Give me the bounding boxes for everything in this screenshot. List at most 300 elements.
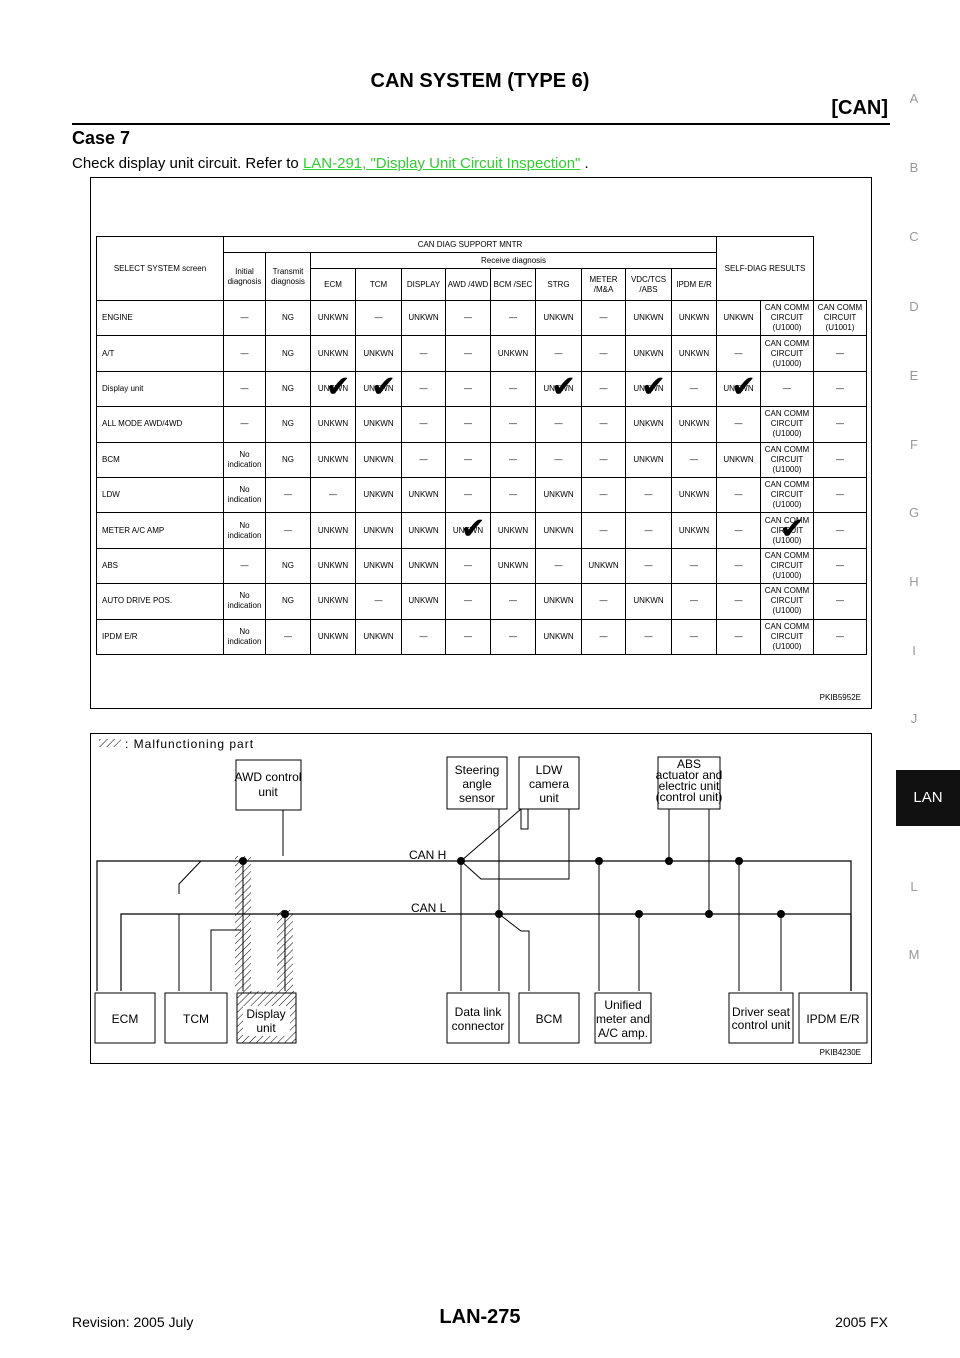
unified-meter-ac-amp bbox=[595, 993, 651, 1043]
cell-value: — bbox=[509, 419, 517, 429]
table-cell bbox=[582, 301, 626, 336]
legend-hatch-swatch bbox=[99, 739, 121, 747]
table-cell bbox=[266, 407, 311, 442]
table-cell bbox=[224, 442, 266, 477]
table-cell bbox=[446, 442, 491, 477]
cell-value: — bbox=[419, 419, 428, 429]
cell-value: — bbox=[734, 560, 743, 570]
table-cell bbox=[446, 477, 491, 512]
check-mark-cell: UNKWN ✔ bbox=[363, 384, 393, 394]
cell-value: — bbox=[599, 348, 608, 358]
sidebar-item[interactable]: E bbox=[909, 368, 919, 383]
cell-value: — bbox=[836, 525, 844, 535]
cell-value: — bbox=[374, 596, 383, 606]
cell-value: UNKWN bbox=[363, 525, 394, 535]
cell-value: CAN COMM CIRCUIT (U1000) bbox=[764, 586, 810, 616]
table-cell bbox=[536, 548, 582, 583]
cell-value: — bbox=[464, 631, 472, 641]
table-cell bbox=[582, 548, 626, 583]
cell-value: — bbox=[690, 631, 698, 641]
sidebar-item[interactable]: J bbox=[910, 711, 918, 726]
cell-value: UNKWN bbox=[633, 419, 664, 429]
table-cell bbox=[266, 477, 311, 512]
table-cell bbox=[536, 336, 582, 371]
table-row bbox=[97, 477, 867, 512]
check-mark-cell: CAN COMM CIRCUIT (U1000) ✔ bbox=[761, 516, 813, 546]
can-wiring-diagram-figure bbox=[90, 733, 872, 1064]
figure-code: PKIB5952E bbox=[819, 693, 861, 702]
can-h-label: CAN H bbox=[409, 848, 447, 862]
table-cell bbox=[266, 371, 311, 406]
cell-value: UNKWN bbox=[678, 419, 710, 429]
cell-value: — bbox=[419, 383, 428, 393]
table-cell bbox=[761, 619, 814, 654]
table-cell bbox=[761, 548, 814, 583]
cell-value: CAN COMM CIRCUIT (U1000) bbox=[764, 303, 810, 333]
table-cell bbox=[761, 477, 814, 512]
abs-actuator-unit bbox=[656, 757, 723, 809]
table-cell bbox=[717, 513, 761, 548]
cell-value: — bbox=[554, 560, 563, 570]
table-cell bbox=[356, 442, 402, 477]
table-cell bbox=[224, 619, 266, 654]
can-h-line-right bbox=[461, 861, 851, 991]
table-cell bbox=[536, 513, 582, 548]
table-cell bbox=[626, 442, 672, 477]
cell-value: UNKWN bbox=[317, 348, 349, 358]
table-cell bbox=[266, 584, 311, 619]
cell-value: — bbox=[644, 490, 653, 500]
table-cell bbox=[446, 407, 491, 442]
cell-value: — bbox=[240, 419, 249, 429]
table-cell bbox=[717, 477, 761, 512]
svg-text:AWD control: AWD control bbox=[234, 770, 302, 784]
table-cell bbox=[402, 301, 446, 336]
row-system-label: METER A/C AMP bbox=[97, 513, 224, 548]
table-cell bbox=[536, 442, 582, 477]
cell-value: UNKWN bbox=[678, 490, 710, 500]
table-cell bbox=[814, 407, 867, 442]
sidebar-item[interactable]: D bbox=[909, 299, 919, 314]
cell-value: UNKWN bbox=[723, 454, 754, 464]
cell-value: — bbox=[464, 313, 472, 323]
table-cell bbox=[446, 548, 491, 583]
table-cell bbox=[402, 442, 446, 477]
table-cell bbox=[717, 619, 761, 654]
cell-value: — bbox=[599, 454, 608, 464]
table-cell bbox=[761, 442, 814, 477]
table-cell bbox=[626, 301, 672, 336]
table-row bbox=[97, 301, 867, 336]
cell-value: — bbox=[599, 596, 608, 606]
cell-value: — bbox=[599, 490, 608, 500]
svg-text:Driver seat: Driver seat bbox=[731, 1005, 791, 1019]
table-cell bbox=[626, 336, 672, 371]
cell-value: — bbox=[509, 454, 517, 464]
table-cell bbox=[717, 407, 761, 442]
cell-value: — bbox=[509, 313, 517, 323]
cell-value: UNKWN bbox=[678, 525, 710, 535]
cell-value: CAN COMM CIRCUIT (U1000) bbox=[764, 621, 810, 651]
table-cell bbox=[761, 371, 814, 406]
cell-value: — bbox=[783, 383, 791, 393]
can-l-label: CAN L bbox=[411, 901, 447, 915]
svg-text:Data link: Data link bbox=[454, 1005, 502, 1019]
table-cell bbox=[626, 548, 672, 583]
row-system-label: ALL MODE AWD/4WD bbox=[97, 407, 224, 442]
receive-col-header: VDC/TCS /ABS bbox=[626, 269, 672, 301]
table-cell bbox=[491, 619, 536, 654]
cell-value: — bbox=[734, 596, 743, 606]
inspection-link[interactable]: LAN-291, "Display Unit Circuit Inspection" bbox=[302, 155, 581, 172]
table-cell bbox=[626, 477, 672, 512]
table-cell bbox=[491, 513, 536, 548]
table-cell bbox=[672, 548, 717, 583]
table-cell bbox=[536, 584, 582, 619]
table-cell bbox=[356, 301, 402, 336]
cell-value: NG bbox=[282, 454, 294, 464]
cell-value: UNKWN bbox=[633, 596, 664, 606]
footer-revision: Revision: 2005 July bbox=[72, 1314, 194, 1330]
cell-value: — bbox=[836, 631, 844, 641]
table-cell bbox=[717, 301, 761, 336]
cell-value: UNKWN bbox=[633, 313, 664, 323]
table-cell bbox=[814, 336, 867, 371]
check-mark-cell: UNKWN ✔ bbox=[318, 384, 348, 394]
svg-text:angle: angle bbox=[462, 777, 492, 791]
diagnosis-table-figure bbox=[90, 177, 872, 709]
cell-value: UNKWN bbox=[363, 631, 394, 641]
cell-value: UNKWN bbox=[363, 490, 394, 500]
table-cell bbox=[266, 336, 311, 371]
svg-text:unit: unit bbox=[258, 785, 278, 799]
table-cell bbox=[311, 584, 356, 619]
table-cell bbox=[717, 548, 761, 583]
can-l-line bbox=[121, 914, 851, 991]
svg-text:connector: connector bbox=[451, 1019, 505, 1033]
table-cell bbox=[491, 407, 536, 442]
case-heading: Case 7 bbox=[72, 128, 131, 148]
row-system-label: IPDM E/R bbox=[97, 619, 224, 654]
table-cell bbox=[356, 336, 402, 371]
table-cell bbox=[311, 548, 356, 583]
cell-value: UNKWN bbox=[317, 419, 349, 429]
ipdm-er-unit bbox=[799, 993, 867, 1043]
table-cell bbox=[761, 407, 814, 442]
table-cell bbox=[446, 371, 491, 406]
receive-col-header: AWD /4WD bbox=[446, 269, 491, 301]
table-cell bbox=[491, 301, 536, 336]
receive-col-header: STRG bbox=[536, 269, 582, 301]
page-title: CAN SYSTEM (TYPE 6) bbox=[370, 70, 590, 92]
cell-value: No indication bbox=[227, 591, 262, 611]
cell-value: — bbox=[836, 419, 844, 429]
table-cell bbox=[491, 584, 536, 619]
row-system-label: LDW bbox=[97, 477, 224, 512]
sidebar-item[interactable]: I bbox=[912, 643, 916, 658]
table-cell bbox=[402, 371, 446, 406]
table-cell bbox=[672, 442, 717, 477]
cell-value: UNKWN bbox=[723, 313, 754, 323]
check-mark-cell: UNKWN ✔ bbox=[453, 526, 483, 536]
table-cell bbox=[402, 407, 446, 442]
cell-value: — bbox=[509, 596, 517, 606]
cell-value: — bbox=[419, 631, 428, 641]
table-cell bbox=[311, 371, 356, 406]
table-cell bbox=[626, 371, 672, 406]
cell-value: — bbox=[644, 525, 653, 535]
cell-value: UNKWN bbox=[408, 560, 439, 570]
table-cell bbox=[356, 548, 402, 583]
cell-value: UNKWN bbox=[363, 454, 394, 464]
table-row bbox=[97, 371, 867, 406]
cell-value: — bbox=[464, 348, 472, 358]
table-cell bbox=[672, 371, 717, 406]
svg-text:control unit: control unit bbox=[731, 1018, 791, 1032]
check-mark-cell: UNKWN ✔ bbox=[633, 384, 663, 394]
table-cell bbox=[814, 548, 867, 583]
svg-text:Steering: Steering bbox=[454, 763, 500, 777]
svg-text:ABS: ABS bbox=[676, 757, 702, 771]
cell-value: — bbox=[644, 560, 653, 570]
table-cell bbox=[356, 371, 402, 406]
svg-text:electric unit: electric unit bbox=[658, 779, 720, 793]
legend-text: : Malfunctioning part bbox=[125, 737, 255, 751]
receive-col-header: TCM bbox=[356, 269, 402, 301]
can-diag-table bbox=[96, 236, 867, 655]
cell-value: — bbox=[419, 454, 428, 464]
cell-value: CAN COMM CIRCUIT (U1000) bbox=[764, 409, 810, 439]
figure-code: PKIB4230E bbox=[819, 1048, 861, 1057]
svg-text:Unified: Unified bbox=[604, 998, 642, 1012]
table-cell bbox=[224, 513, 266, 548]
cell-value: — bbox=[509, 490, 517, 500]
table-cell bbox=[672, 619, 717, 654]
row-system-label: AUTO DRIVE POS. bbox=[97, 584, 224, 619]
cell-value: — bbox=[464, 490, 472, 500]
cell-value: NG bbox=[282, 419, 294, 429]
svg-text:Display: Display bbox=[246, 1007, 286, 1021]
table-cell bbox=[626, 407, 672, 442]
table-cell bbox=[446, 301, 491, 336]
cell-value: — bbox=[836, 454, 844, 464]
table-cell bbox=[536, 301, 582, 336]
svg-text:meter and: meter and bbox=[595, 1012, 651, 1026]
table-cell bbox=[402, 477, 446, 512]
cell-value: — bbox=[240, 313, 249, 323]
cell-value: UNKWN bbox=[543, 631, 574, 641]
table-cell bbox=[224, 548, 266, 583]
table-cell bbox=[356, 477, 402, 512]
initial-diagnosis-header: Initial diagnosis bbox=[224, 253, 266, 301]
awd-control-unit bbox=[235, 760, 302, 810]
cell-value: NG bbox=[282, 348, 294, 358]
sidebar-item-active[interactable]: LAN bbox=[896, 770, 960, 826]
cell-value: — bbox=[240, 383, 249, 393]
table-cell bbox=[582, 619, 626, 654]
cell-value: — bbox=[734, 419, 743, 429]
cell-value: — bbox=[554, 419, 563, 429]
table-cell bbox=[266, 442, 311, 477]
steering-angle-sensor bbox=[447, 757, 507, 809]
table-cell bbox=[626, 619, 672, 654]
cell-value: UNKWN bbox=[363, 560, 394, 570]
table-cell bbox=[266, 548, 311, 583]
cell-value: UNKWN bbox=[317, 313, 349, 323]
cell-value: NG bbox=[282, 596, 294, 606]
can-diag-header: CAN DIAG SUPPORT MNTR bbox=[224, 237, 717, 253]
cell-value: — bbox=[690, 560, 698, 570]
table-cell bbox=[224, 584, 266, 619]
table-cell bbox=[224, 336, 266, 371]
table-cell bbox=[446, 513, 491, 548]
cell-value: UNKWN bbox=[363, 419, 394, 429]
table-cell bbox=[536, 407, 582, 442]
cell-value: — bbox=[554, 348, 563, 358]
svg-text:A/C amp.: A/C amp. bbox=[597, 1026, 649, 1040]
cell-value: — bbox=[284, 525, 292, 535]
cell-value: UNKWN bbox=[317, 454, 349, 464]
receive-col-header: BCM /SEC bbox=[491, 269, 536, 301]
cell-value: NG bbox=[282, 560, 294, 570]
cell-value: — bbox=[734, 490, 743, 500]
cell-value: — bbox=[464, 454, 472, 464]
cell-value: UNKWN bbox=[588, 560, 619, 570]
ldw-camera-unit bbox=[519, 757, 579, 809]
driver-seat-control-unit bbox=[729, 993, 793, 1043]
svg-text:BCM: BCM bbox=[535, 1012, 563, 1026]
bcm-unit bbox=[519, 993, 579, 1043]
cell-value: — bbox=[284, 490, 292, 500]
table-cell bbox=[672, 513, 717, 548]
cell-value: — bbox=[599, 631, 608, 641]
cell-value: UNKWN bbox=[408, 490, 439, 500]
cell-value: No indication bbox=[227, 485, 262, 505]
cell-value: UNKWN bbox=[317, 560, 349, 570]
table-cell bbox=[402, 584, 446, 619]
sidebar-item[interactable]: H bbox=[909, 574, 919, 589]
table-cell bbox=[224, 371, 266, 406]
case-text bbox=[72, 155, 589, 172]
junction-dots bbox=[239, 857, 785, 918]
table-cell bbox=[717, 336, 761, 371]
svg-text:IPDM E/R: IPDM E/R bbox=[806, 1012, 860, 1026]
table-cell bbox=[446, 336, 491, 371]
table-cell bbox=[536, 371, 582, 406]
receive-col-header: ECM bbox=[311, 269, 356, 301]
table-cell bbox=[491, 477, 536, 512]
table-cell bbox=[311, 513, 356, 548]
cell-value: UNKWN bbox=[317, 596, 349, 606]
cell-value: No indication bbox=[227, 449, 262, 469]
table-cell bbox=[761, 584, 814, 619]
svg-text:camera: camera bbox=[528, 777, 570, 791]
cell-value: CAN COMM CIRCUIT (U1000) bbox=[764, 338, 810, 368]
table-row bbox=[97, 442, 867, 477]
sidebar-item[interactable]: A bbox=[909, 91, 919, 106]
cell-value: — bbox=[329, 490, 337, 500]
table-cell bbox=[814, 477, 867, 512]
table-row bbox=[97, 336, 867, 371]
table-cell bbox=[672, 336, 717, 371]
cell-value: UNKWN bbox=[317, 525, 349, 535]
footer-page-number: LAN-275 bbox=[439, 1306, 521, 1328]
cell-value: — bbox=[644, 631, 653, 641]
table-cell bbox=[761, 336, 814, 371]
table-cell bbox=[491, 371, 536, 406]
cell-value: — bbox=[836, 383, 844, 393]
cell-value: NG bbox=[282, 383, 294, 393]
table-cell bbox=[582, 477, 626, 512]
check-mark-cell: UNKWN ✔ bbox=[543, 384, 573, 394]
cell-value: — bbox=[836, 596, 844, 606]
cell-value: UNKWN bbox=[543, 525, 574, 535]
sidebar-item[interactable]: G bbox=[908, 505, 920, 520]
cell-value: — bbox=[836, 560, 844, 570]
table-cell bbox=[311, 477, 356, 512]
table-cell bbox=[356, 407, 402, 442]
table-cell bbox=[717, 584, 761, 619]
cell-value: — bbox=[464, 596, 472, 606]
table-row bbox=[97, 513, 867, 548]
cell-value: No indication bbox=[227, 626, 262, 646]
svg-text:unit: unit bbox=[256, 1021, 276, 1035]
row-system-label: Display unit bbox=[97, 371, 224, 406]
cell-value: UNKWN bbox=[408, 525, 439, 535]
cell-value: — bbox=[690, 596, 698, 606]
cell-value: UNKWN bbox=[408, 313, 439, 323]
cell-value: UNKWN bbox=[497, 525, 529, 535]
svg-text:sensor: sensor bbox=[458, 791, 496, 805]
table-cell bbox=[356, 513, 402, 548]
table-cell bbox=[717, 442, 761, 477]
svg-text:ECM: ECM bbox=[111, 1012, 139, 1026]
cell-value: UNKWN bbox=[363, 348, 394, 358]
receive-diagnosis-header: Receive diagnosis bbox=[311, 253, 717, 269]
table-cell bbox=[672, 301, 717, 336]
sidebar-item[interactable]: F bbox=[910, 437, 918, 452]
row-system-label: BCM bbox=[97, 442, 224, 477]
table-cell bbox=[536, 477, 582, 512]
table-cell bbox=[224, 301, 266, 336]
tcm-unit bbox=[165, 993, 227, 1043]
cell-value: UNKWN bbox=[497, 560, 529, 570]
cell-value: — bbox=[419, 348, 428, 358]
cell-value: No indication bbox=[227, 520, 262, 540]
case-text-after: . bbox=[580, 155, 589, 172]
cell-value: NG bbox=[282, 313, 294, 323]
sidebar-item[interactable]: C bbox=[909, 229, 919, 244]
table-cell bbox=[536, 619, 582, 654]
table-cell bbox=[814, 619, 867, 654]
svg-text:TCM: TCM bbox=[183, 1012, 209, 1026]
table-cell bbox=[402, 548, 446, 583]
sidebar-item[interactable]: B bbox=[909, 160, 919, 175]
table-cell bbox=[582, 371, 626, 406]
cell-value: — bbox=[554, 454, 563, 464]
sidebar-item[interactable]: M bbox=[908, 947, 920, 962]
table-cell bbox=[311, 619, 356, 654]
cell-value: — bbox=[599, 383, 608, 393]
table-cell bbox=[672, 407, 717, 442]
sidebar-item[interactable]: L bbox=[910, 879, 918, 894]
cell-value: — bbox=[509, 383, 517, 393]
cell-value: — bbox=[690, 454, 698, 464]
svg-text:(control unit): (control unit) bbox=[655, 790, 723, 804]
can-wiring-diagram bbox=[91, 734, 871, 1063]
cell-value: — bbox=[284, 631, 292, 641]
table-cell bbox=[814, 442, 867, 477]
